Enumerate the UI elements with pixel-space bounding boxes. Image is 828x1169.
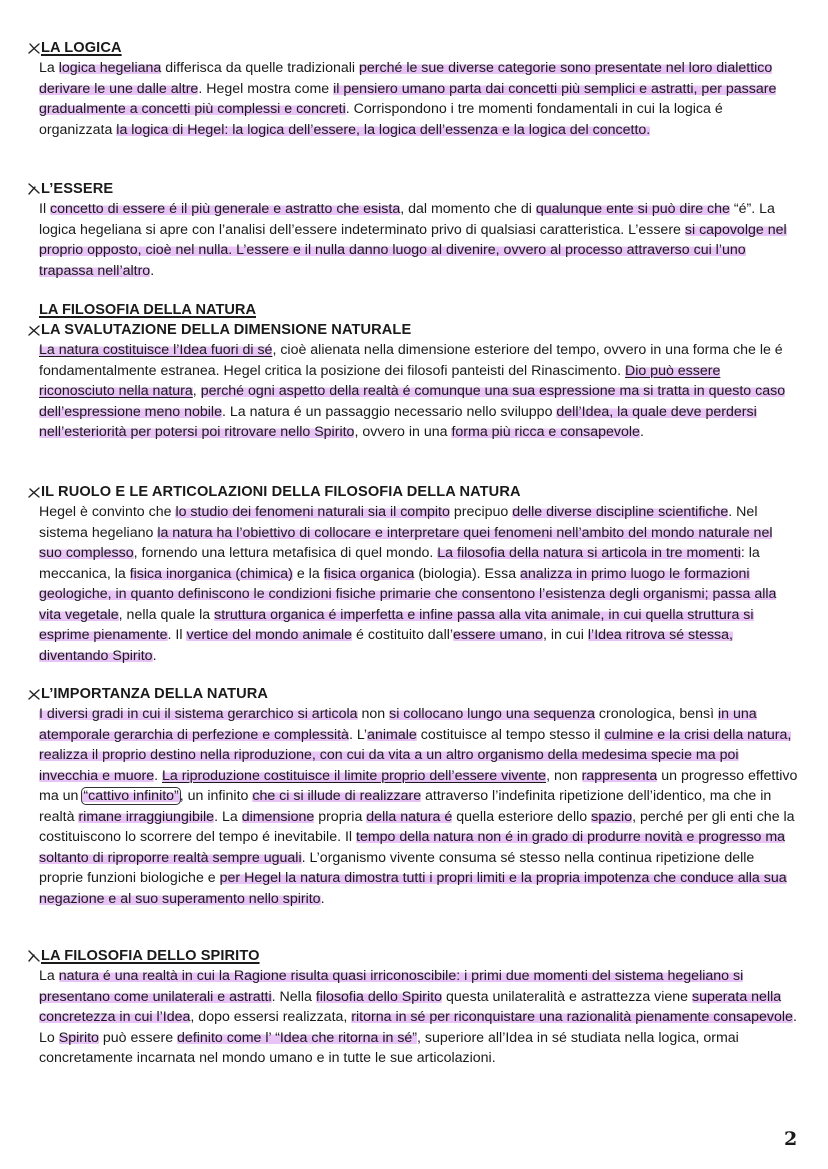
highlighted-text: La natura costituisce l’Idea fuori di sé: [39, 342, 273, 358]
text-segment: (biologia). Essa: [414, 565, 521, 582]
highlighted-text: analizza in primo luogo le formazioni geologiche, in quanto definiscono le condizioni fisiche primarie che consentono l’esistenza degli organismi; passa alla vita vegetale: [39, 565, 777, 623]
highlighted-text: fisica organica: [323, 565, 415, 582]
text-segment: .: [154, 767, 163, 784]
highlighted-text: perché ogni aspetto della realtà é comunque una sua espressione ma si tratta in questo caso dell’espressione meno nobile: [39, 383, 786, 420]
section-title: L’ESSERE: [41, 181, 114, 197]
part-title: LA FILOSOFIA DELLA NATURA: [39, 302, 256, 318]
section-spirito: [28, 946, 798, 1069]
text-segment: propria: [314, 808, 367, 825]
text-segment: . La: [214, 808, 242, 825]
cross-mark-icon: [28, 42, 40, 54]
section-svalutazione: [28, 300, 798, 443]
section-paragraph: [28, 966, 798, 1069]
section-paragraph: [28, 340, 798, 443]
highlighted-text: struttura organica é imperfetta e infine passa alla vita animale, in cui quella struttura si esprime pienamente: [39, 606, 754, 643]
highlighted-text: fisica inorganica (chimica): [129, 565, 293, 582]
text-segment: . Il: [167, 627, 187, 643]
section-logica: [28, 38, 798, 140]
highlighted-text: il pensiero umano parta dai concetti più semplici e astratti, per passare gradualmente a concetti più complessi e concreti: [39, 80, 777, 117]
highlighted-text: La filosofia della natura si articola in tre momenti: [437, 545, 741, 561]
section-ruolo: [28, 482, 798, 666]
highlighted-text: rimane irraggiungibile: [78, 808, 215, 825]
highlighted-text: essere umano: [453, 627, 543, 643]
highlighted-text: la natura ha l’obiettivo di collocare e interpretare quei fenomeni nell’ambito del mondo naturale nel suo complesso: [39, 524, 773, 561]
section-heading: [28, 320, 798, 340]
text-segment: . La natura é un passaggio necessario nello sviluppo: [221, 403, 557, 420]
text-segment: , un infinito: [179, 788, 253, 804]
text-segment: precipuo: [449, 504, 513, 520]
text-segment: Hegel è convinto che: [39, 504, 176, 520]
text-segment: può essere: [98, 1029, 178, 1046]
text-segment: La: [39, 60, 59, 76]
highlighted-text: logica hegeliana: [58, 60, 162, 76]
highlighted-text: si capovolge nel proprio opposto, cioè nel nulla. L’essere e il nulla danno luogo al divenire, ovvero al processo attraverso cui l’uno trapassa nell’altro: [39, 221, 787, 279]
highlighted-text: Dio può essere riconosciuto nella natura: [39, 362, 721, 399]
highlighted-text: natura é una realtà in cui la Ragione risulta quasi irriconoscibile: i primi due momenti del sistema hegeliano si presentano come unilaterali e astratti: [39, 968, 744, 1005]
highlighted-text: I diversi gradi in cui il sistema gerarchico si articola: [39, 706, 358, 722]
highlighted-text: l’Idea ritrova sé stessa, diventando Spirito: [39, 627, 733, 664]
text-segment: , cioè alienata nella dimensione esteriore del tempo, ovvero in una forma che le é fondamentalmente estranea. Hegel critica la posizione dei filosofi panteisti del Rinascimento.: [39, 342, 783, 379]
text-segment: .: [639, 424, 644, 440]
text-segment: , dal momento che di: [400, 201, 536, 217]
highlighted-text: superata nella concretezza in cui l’Idea: [39, 988, 782, 1025]
text-segment: .: [150, 262, 155, 279]
text-segment: quella esteriore dello: [452, 808, 592, 825]
text-segment: . L’: [348, 726, 368, 743]
boxed-term: “cattivo infinito”: [83, 788, 179, 804]
text-segment: , dopo essersi realizzata,: [190, 1009, 352, 1025]
highlighted-text: che ci si illude di realizzare: [252, 788, 422, 804]
text-segment: .: [320, 890, 325, 907]
cross-mark-icon: [28, 950, 40, 962]
highlighted-text: perché le sue diverse categorie sono presentate nel loro dialettico derivare le une dalle altre: [39, 60, 773, 97]
text-segment: Il: [39, 201, 51, 217]
highlighted-text: dimensione: [241, 808, 315, 825]
highlighted-text: lo studio dei fenomeni naturali sia il compito: [175, 504, 450, 520]
highlighted-text: ritorna in sé per riconquistare una razionalità pienamente consapevole: [351, 1009, 793, 1025]
section-heading: [28, 38, 798, 58]
highlighted-text: forma più ricca e consapevole: [451, 424, 640, 440]
highlighted-text: vertice del mondo animale: [186, 627, 353, 643]
section-paragraph: [28, 502, 798, 666]
highlighted-text: in una atemporale gerarchia di perfezione e complessità: [39, 706, 757, 743]
text-segment: . L’organismo vivente consuma sé stesso nella continua ripetizione delle proprie funzioni biologiche e: [39, 849, 755, 886]
section-title: LA LOGICA: [41, 40, 122, 56]
text-segment: , in cui: [542, 627, 588, 643]
highlighted-text: concetto di essere é il più generale e astratto che esista: [50, 201, 401, 217]
highlighted-text: Spirito: [58, 1029, 99, 1046]
cross-mark-icon: [28, 183, 40, 195]
text-segment: non: [357, 706, 390, 722]
section-essere: [28, 179, 798, 281]
highlighted-text: qualunque ente si può dire che: [535, 201, 730, 217]
page-number: 2: [784, 1128, 798, 1150]
text-segment: , non: [546, 767, 582, 784]
text-segment: attraverso l’indefinita ripetizione dell’identico, ma che in realtà: [39, 788, 772, 825]
text-segment: .: [152, 647, 157, 664]
section-paragraph: [28, 199, 798, 281]
highlighted-text: della natura é: [366, 808, 453, 825]
text-segment: . Nella: [271, 988, 316, 1005]
text-segment: ,: [192, 383, 201, 399]
highlighted-text: si collocano lungo una sequenza: [389, 706, 595, 722]
highlighted-text: spazio: [591, 808, 633, 825]
highlighted-text: tempo della natura non é in grado di produrre novità e progresso ma soltanto di riproporre realtà sempre uguali: [39, 829, 786, 866]
text-segment: , fornendo una lettura metafisica di quel mondo.: [133, 545, 438, 561]
text-segment: questa unilateralità e astrattezza viene: [442, 988, 693, 1005]
highlighted-text: La riproduzione costituisce il limite proprio dell’essere vivente: [162, 767, 547, 784]
highlighted-text: rappresenta: [581, 767, 658, 784]
highlighted-text: definito come l’ “Idea che ritorna in sé”: [177, 1029, 418, 1046]
section-heading: [28, 482, 798, 502]
section-title: LA FILOSOFIA DELLO SPIRITO: [41, 948, 260, 964]
section-title: IL RUOLO E LE ARTICOLAZIONI DELLA FILOSOFIA DELLA NATURA: [41, 484, 521, 500]
text-segment: cronologica, bensì: [594, 706, 719, 722]
section-title: L’IMPORTANZA DELLA NATURA: [41, 686, 269, 702]
cross-mark-icon: [28, 688, 40, 700]
highlighted-text: per Hegel la natura dimostra tutti i propri limiti e la propria impotenza che conduce alla sua negazione e al suo superamento nello spirito: [39, 870, 787, 907]
highlighted-text: culmine e la crisi della natura, realizza il proprio destino nella riproduzione, con cui da vita a un altro organismo della medesima specie ma poi invecchia e muore: [39, 726, 792, 784]
text-segment: . Corrispondono i tre momenti fondamentali in cui la logica é organizzata: [39, 101, 723, 138]
section-paragraph: [28, 704, 798, 909]
text-segment: . Hegel mostra come: [198, 80, 334, 97]
text-segment: , perché per gli enti che la costituiscono lo scorrere del tempo é inevitabile. Il: [39, 808, 795, 845]
text-segment: . Nel sistema hegeliano: [39, 504, 758, 541]
section-paragraph: [28, 58, 798, 140]
text-segment: : la meccanica, la: [39, 545, 760, 582]
text-segment: é costituito dall’: [352, 627, 454, 643]
section-heading: [28, 179, 798, 199]
highlighted-text: la logica di Hegel: la logica dell’essere, la logica dell’essenza e la logica del concetto.: [116, 121, 651, 138]
text-segment: . Lo: [39, 1009, 797, 1046]
text-segment: La: [39, 968, 59, 984]
text-segment: , nella quale la: [118, 606, 215, 623]
highlighted-text: delle diverse discipline scientifiche: [512, 504, 729, 520]
highlighted-text: filosofia dello Spirito: [315, 988, 442, 1005]
text-segment: , ovvero in una: [354, 424, 452, 440]
section-importanza: [28, 684, 798, 909]
text-segment: un progresso effettivo ma un: [39, 767, 798, 804]
cross-mark-icon: [28, 486, 40, 498]
text-segment: differisca da quelle tradizionali: [161, 60, 359, 76]
highlighted-text: animale: [367, 726, 417, 743]
section-heading: [28, 684, 798, 704]
section-title: LA SVALUTAZIONE DELLA DIMENSIONE NATURALE: [41, 322, 412, 338]
text-segment: , superiore all’Idea in sé studiata nella logica, ormai concretamente incarnata nel mondo umano e in tutte le sue articolazioni.: [39, 1029, 739, 1066]
text-segment: e la: [292, 565, 324, 582]
section-heading: [28, 946, 798, 966]
highlighted-text: dell’Idea, la quale deve perdersi nell’esteriorità per potersi poi ritrovare nello Spirito: [39, 403, 757, 440]
text-segment: “é”. La logica hegeliana si apre con l’analisi dell’essere indeterminato privo di qualsiasi caratteristica. L’essere: [39, 201, 775, 238]
text-segment: costituisce al tempo stesso il: [416, 726, 605, 743]
cross-mark-icon: [28, 324, 40, 336]
